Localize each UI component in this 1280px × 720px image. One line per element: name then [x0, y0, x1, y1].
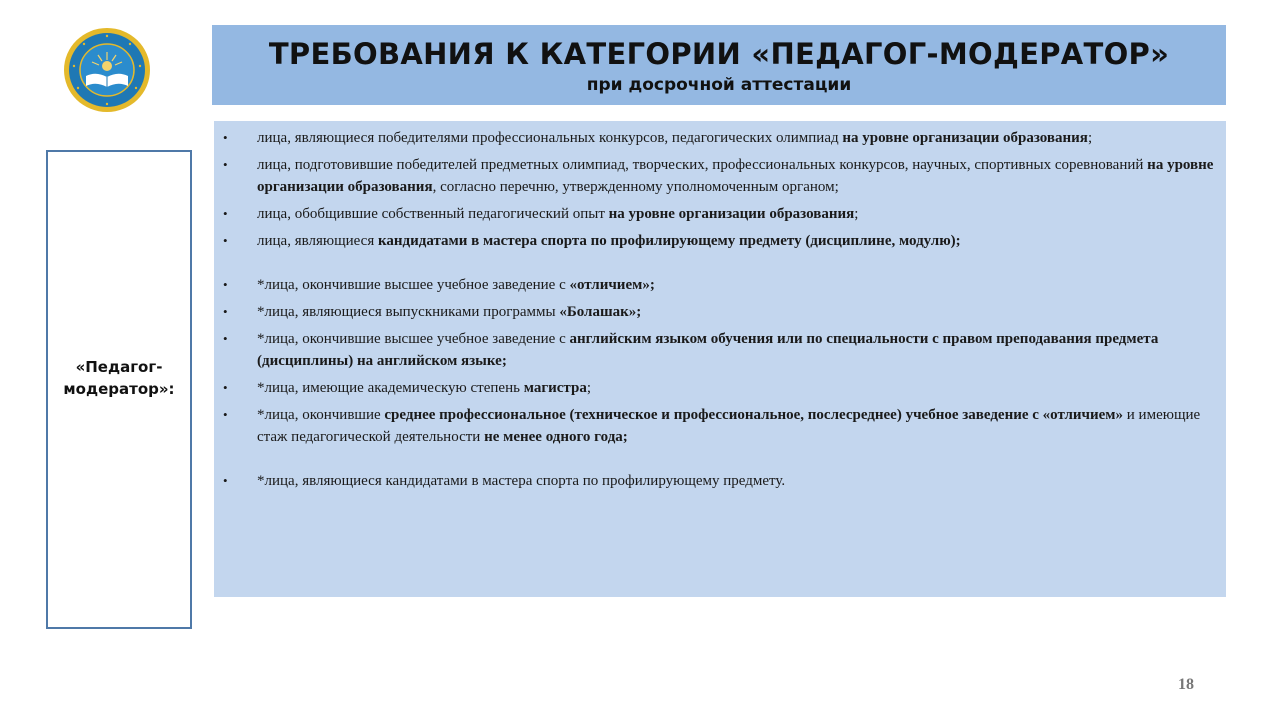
- item-text: лица, обобщившие собственный педагогический опыт: [257, 206, 609, 222]
- item-text: *лица, являющиеся выпускниками программы: [257, 304, 560, 320]
- item-text: *лица, являющиеся кандидатами в мастера спорта по профилирующему предмету.: [257, 473, 786, 489]
- slide-title: ТРЕБОВАНИЯ К КАТЕГОРИИ «ПЕДАГОГ-МОДЕРАТОР»: [268, 37, 1170, 71]
- item-text: ;: [1087, 130, 1093, 146]
- page-number: 18: [1178, 676, 1194, 693]
- item-emphasis: «Болашак»;: [559, 304, 642, 320]
- item-emphasis: кандидатами в мастера спорта по профилирующему предмету (дисциплине, модулю);: [378, 233, 961, 249]
- item-text: *лица, окончившие высшее учебное заведение с: [257, 331, 570, 347]
- seal-emblem-icon: [62, 26, 152, 114]
- item-emphasis: среднее профессиональное (техническое и профессиональное, послесреднее) учебное заведение с «отличием»: [384, 407, 1124, 423]
- title-banner: [212, 25, 1226, 105]
- item-text: лица, подготовившие победителей предметных олимпиад, творческих, профессиональных конкурсов, научных, спортивных соревнований: [257, 157, 1148, 173]
- item-emphasis: на уровне организации образования: [842, 130, 1088, 146]
- item-text: , согласно перечню, утвержденному уполномоченным органом;: [432, 179, 839, 195]
- requirements-panel: [214, 121, 1226, 597]
- item-text: *лица, окончившие: [257, 407, 385, 423]
- item-emphasis: на уровне организации образования: [608, 206, 855, 222]
- item-text: *лица, имеющие академическую степень: [257, 380, 524, 396]
- item-text: ;: [586, 380, 591, 396]
- list-item: [214, 274, 1214, 296]
- category-box: [46, 150, 192, 629]
- list-item: [214, 301, 1214, 323]
- requirements-list: [214, 127, 1214, 497]
- bullet-icon: •: [223, 277, 228, 292]
- item-emphasis: магистра: [523, 380, 587, 396]
- item-emphasis: английским языком обучения или по специальности с правом преподавания предмета (дисциплины) на английском языке;: [257, 331, 1159, 369]
- item-text: и имеющие стаж педагогической деятельности: [257, 407, 1201, 445]
- bullet-icon: •: [223, 407, 228, 422]
- item-text: ;: [854, 206, 859, 222]
- list-item: [214, 377, 1214, 399]
- list-item: [214, 230, 1214, 252]
- bullet-icon: •: [223, 304, 228, 319]
- list-item: [214, 470, 1214, 492]
- list-item: [214, 328, 1214, 372]
- slide-subtitle: при досрочной аттестации: [586, 75, 852, 95]
- item-text: *лица, окончившие высшее учебное заведение с: [257, 277, 570, 293]
- bullet-icon: •: [223, 130, 228, 145]
- item-emphasis: не менее одного года;: [484, 429, 628, 445]
- list-item: [214, 203, 1214, 225]
- bullet-icon: •: [223, 380, 228, 395]
- item-emphasis: на уровне организации образования: [257, 157, 1214, 195]
- list-item: [214, 154, 1214, 198]
- bullet-icon: •: [223, 331, 228, 346]
- bullet-icon: •: [223, 157, 228, 172]
- list-item: [214, 404, 1214, 448]
- bullet-icon: •: [223, 233, 228, 248]
- bullet-icon: •: [223, 206, 228, 221]
- bullet-icon: •: [223, 473, 228, 488]
- category-label: «Педагог- модератор»:: [63, 357, 175, 398]
- item-emphasis: «отличием»;: [569, 277, 655, 293]
- item-text: лица, являющиеся победителями профессиональных конкурсов, педагогических олимпиад: [257, 130, 843, 146]
- list-item: [214, 127, 1214, 149]
- item-text: лица, являющиеся: [257, 233, 378, 249]
